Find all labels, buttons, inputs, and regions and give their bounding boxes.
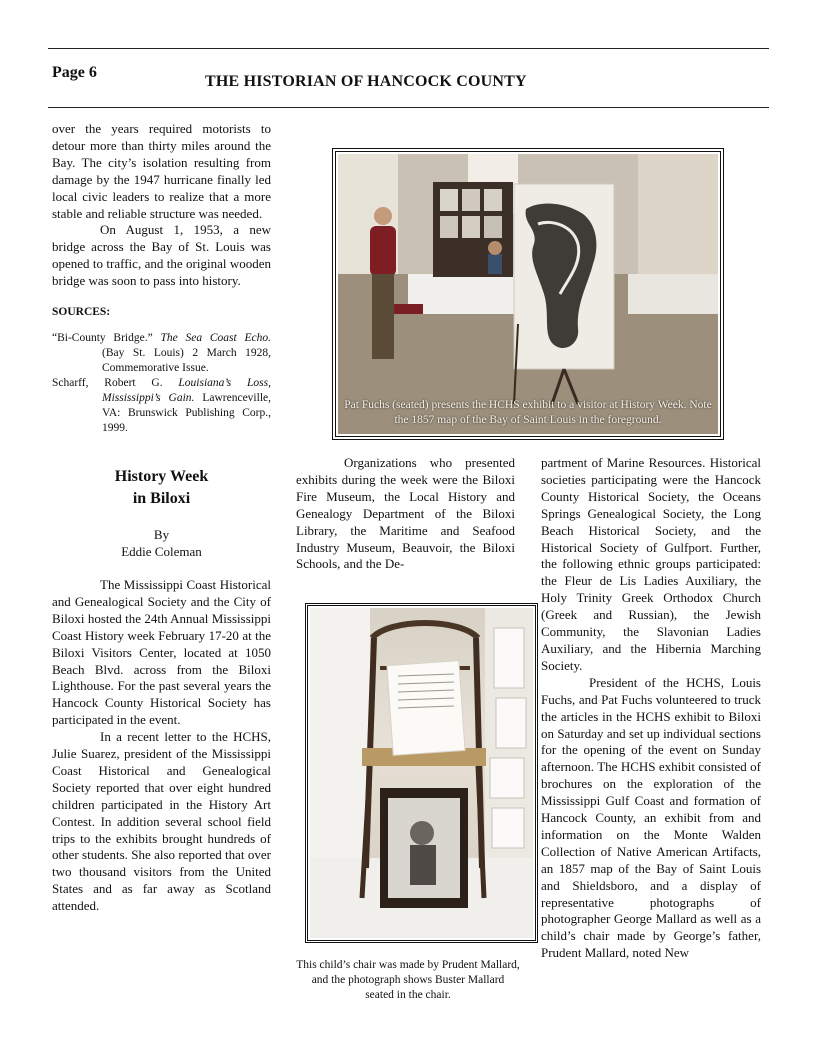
article-title-line: in Biloxi [132, 489, 191, 507]
paragraph: The Mississippi Coast Historical and Genealogical Society and the City of Biloxi hosted the 24th Annual Mississippi Coast History week February 17-20 at the Biloxi Visitors Center, located at 1050 Beach Blvd. across from the Biloxi Lighthouse. For the past several years the Hancock County Historical Society has participated in the event. [52, 576, 271, 728]
source-details: Lawrenceville, VA: Brunswick Publishing Corp., 1999. [102, 391, 271, 434]
paragraph: partment of Marine Resources. Historical societies participating were the Hancock County Historical Society, the Oceans Springs Genealogical Society, the Long Beach Historical Society, and the Historical Society of Gulfport. Further, the following ethnic groups participated: the Fleur de Lis Ladies Auxiliary, the Holy Trinity Greek Orthodox Church (Greek and Russian), the Jewish Community, the Slavonian Ladies Auxiliary, and the Hibernia Marching Society. [541, 455, 761, 673]
source-author: Scharff, Robert G. [52, 376, 163, 389]
source-details: (Bay St. Louis) 2 March 1928, Commemorative Issue. [102, 346, 271, 374]
article-title [52, 466, 271, 510]
source-author: “Bi-County Bridge.” [52, 331, 153, 344]
byline [52, 526, 271, 560]
right-column [541, 455, 761, 962]
header-top-rule [48, 48, 769, 49]
source-entry [52, 331, 271, 376]
masthead-title: THE HISTORIAN OF HANCOCK COUNTY [205, 73, 527, 90]
byline-author: Eddie Coleman [121, 543, 202, 559]
source-entry [52, 376, 271, 436]
source-title: The Sea Coast Echo. [160, 331, 272, 344]
paragraph: over the years required motorists to detour more than thirty miles around the Bay. The city’s isolation resulting from damage by the 1947 hurricane finally led local civic leaders to realize that a more stable and reliable structure was needed. [52, 121, 271, 221]
exhibit-photo [332, 148, 724, 440]
header-bottom-rule [48, 107, 769, 108]
source-title: Louisiana’s Loss, Mississippi’s Gain. [102, 376, 271, 404]
paragraph: Organizations who presented exhibits during the week were the Biloxi Fire Museum, the Local History and Genealogy Department of the Biloxi Library, the Maritime and Seafood Industry Museum, Beauvoir, the Biloxi Schools, and the De- [296, 455, 515, 572]
photo-caption: Pat Fuchs (seated) presents the HCHS exhibit to a visitor at History Week. Note the 1857 map of the Bay of Saint Louis in the foreground. [344, 399, 712, 426]
byline-by: By [153, 526, 170, 542]
sources-heading: SOURCES: [52, 306, 111, 319]
chair-photo [305, 603, 538, 943]
paragraph: On August 1, 1953, a new bridge across the Bay of St. Louis was opened to traffic, and the original wooden bridge was soon to pass into history. [52, 222, 271, 289]
page-number: Page 6 [52, 64, 97, 81]
paragraph: In a recent letter to the HCHS, Julie Suarez, president of the Mississippi Coast Historical and Genealogical Society reported that over eight hundred children participated in the History Art Contest. In addition several school field trips to the exhibits brought hundreds of other students. She also reported that over two thousand visitors from the United States and as far away as Scotland attended. [52, 729, 271, 914]
photo-caption: This child’s chair was made by Prudent Mallard, and the photograph shows Buster Mallard seated in the chair. [296, 959, 520, 1001]
middle-column [296, 455, 515, 573]
paragraph: President of the HCHS, Louis Fuchs, and Pat Fuchs volunteered to truck the articles in the HCHS exhibit to Biloxi on Saturday and set up individual sections for the opening of the event on Sunday afternoon. The HCHS exhibit consisted of brochures on the exploration of the Mississippi Gulf Coast and formation of Hancock County, an exhibit from and information on the Monte Walden Collection of Native American Artifacts, an 1857 map of the Bay of Saint Louis and Shieldsboro, and a display of representative photographs of photographer George Mallard as well as a child’s chair made by George’s father, Prudent Mallard, noted New [541, 674, 761, 961]
exhibit-scene-illustration [338, 154, 718, 434]
left-column [52, 121, 271, 915]
chair-illustration [310, 608, 533, 938]
article-title-line: History Week [114, 467, 209, 485]
